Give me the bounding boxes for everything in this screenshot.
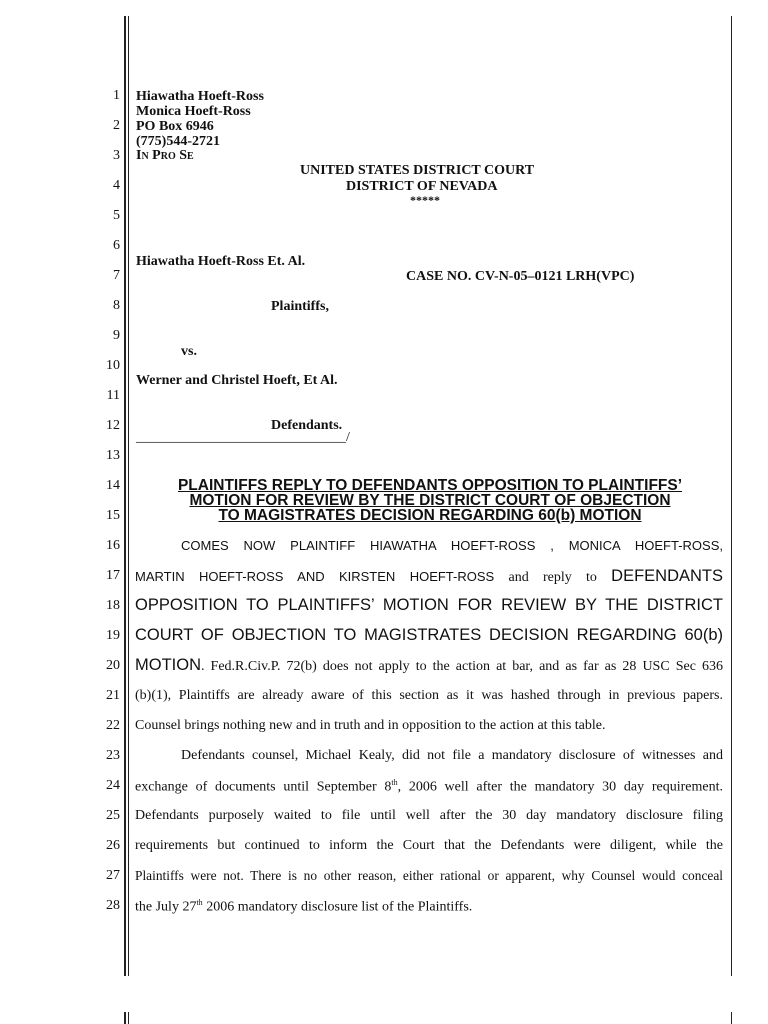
line-number: 17: [106, 568, 120, 583]
line-number: 10: [106, 358, 120, 373]
body-line-20-motion: MOTION: [135, 656, 201, 674]
filer-po-box: PO Box 6946: [136, 119, 214, 134]
line-number: 28: [106, 898, 120, 913]
line-number: 7: [113, 268, 120, 283]
plaintiffs-label: Plaintiffs,: [271, 299, 329, 314]
line-number: 5: [113, 208, 120, 223]
title-line-1: PLAINTIFFS REPLY TO DEFENDANTS OPPOSITION TO PLAINTIFFS’: [177, 477, 683, 494]
body-line-22: Counsel brings nothing new and in truth and in opposition to the action at this table.: [135, 718, 606, 733]
body-line-18: OPPOSITION TO PLAINTIFFS’ MOTION FOR REVIEW BY THE DISTRICT: [135, 596, 723, 614]
line-number: 9: [113, 328, 120, 343]
filer-phone: (775)544-2721: [136, 134, 220, 149]
body-line-16: COMES NOW PLAINTIFF HIAWATHA HOEFT-ROSS , MONICA HOEFT-ROSS,: [181, 538, 723, 553]
line-number: 26: [106, 838, 120, 853]
line-number: 18: [106, 598, 120, 613]
line-number: 16: [106, 538, 120, 553]
in-pro-se: In Pro Se: [136, 148, 194, 163]
body-line-27: Plaintiffs were not. There is no other reason, either rational or apparent, why Counsel would conceal: [135, 868, 723, 883]
line-number: 24: [106, 778, 120, 793]
line-number: 23: [106, 748, 120, 763]
line-number: 11: [106, 388, 120, 403]
court-name: UNITED STATES DISTRICT COURT: [300, 163, 535, 178]
body-line-25: Defendants purposely waited to file until well after the 30 day mandatory disclosure filing: [135, 808, 723, 823]
line-number: 1: [113, 88, 120, 103]
body-line-24-b: , 2006 well after the mandatory 30 day requirement.: [397, 779, 723, 795]
line-number: 4: [113, 178, 120, 193]
body-line-24-a: exchange of documents until September 8: [135, 779, 392, 795]
line-number: 20: [106, 658, 120, 673]
left-margin-rule: [124, 16, 126, 976]
body-line-17-defendants: DEFENDANTS: [611, 567, 724, 585]
body-line-19: COURT OF OBJECTION TO MAGISTRATES DECISION REGARDING 60(b): [135, 626, 723, 644]
line-number: 12: [106, 418, 120, 433]
body-line-17-parties: MARTIN HOEFT-ROSS AND KIRSTEN HOEFT-ROSS: [135, 569, 495, 584]
next-page-left-rule: [124, 1012, 126, 1024]
court-district: DISTRICT OF NEVADA: [346, 179, 498, 194]
filer-name-2: Monica Hoeft-Ross: [136, 104, 251, 119]
line-number: 8: [113, 298, 120, 313]
body-line-24: [135, 778, 723, 796]
court-stars: *****: [410, 193, 440, 207]
body-line-28: [135, 898, 723, 916]
title-line-3: TO MAGISTRATES DECISION REGARDING 60(b) MOTION: [218, 507, 642, 524]
defendants-label: Defendants.: [271, 418, 343, 433]
filer-name-1: Hiawatha Hoeft-Ross: [136, 89, 264, 104]
right-margin-rule: [731, 16, 732, 976]
case-number: CASE NO. CV-N-05–0121 LRH(VPC): [406, 269, 635, 284]
line-number: 14: [106, 478, 120, 493]
line-number: 25: [106, 808, 120, 823]
body-line-20: [135, 656, 723, 675]
body-line-23: Defendants counsel, Michael Kealy, did not file a mandatory disclosure of witnesses and: [181, 748, 723, 763]
line-number: 3: [113, 148, 120, 163]
plaintiff-name: Hiawatha Hoeft-Ross Et. Al.: [136, 254, 306, 269]
line-number: 13: [106, 448, 120, 463]
vs-label: vs.: [181, 344, 197, 359]
caption-signature-line: ______________________________/: [136, 430, 350, 445]
defendant-name: Werner and Christel Hoeft, Et Al.: [136, 373, 338, 388]
body-line-17: [135, 567, 723, 586]
left-margin-rule-inner: [128, 16, 129, 976]
body-line-21: (b)(1), Plaintiffs are already aware of this section as it was hashed through in previous papers.: [135, 688, 723, 703]
body-line-28-a: the July 27: [135, 899, 197, 915]
line-number: 6: [113, 238, 120, 253]
line-number: 19: [106, 628, 120, 643]
next-page-right-rule: [731, 1012, 732, 1024]
ordinal-suffix: th: [391, 778, 398, 787]
body-line-20-text: . Fed.R.Civ.P. 72(b) does not apply to the action at bar, and as far as 28 USC Sec 636: [201, 659, 723, 674]
title-line-2: MOTION FOR REVIEW BY THE DISTRICT COURT OF OBJECTION: [189, 492, 671, 509]
next-page-left-rule-inner: [128, 1012, 129, 1024]
line-number: 2: [113, 118, 120, 133]
line-number: 27: [106, 868, 120, 883]
line-number: 21: [106, 688, 120, 703]
ordinal-suffix: th: [196, 898, 203, 907]
body-line-28-b: 2006 mandatory disclosure list of the Plaintiffs.: [202, 899, 473, 915]
line-number: 15: [106, 508, 120, 523]
line-number: 22: [106, 718, 120, 733]
body-line-17-reply: and reply to: [508, 570, 597, 585]
body-line-26: requirements but continued to inform the Court that the Defendants were diligent, while the: [135, 838, 723, 853]
